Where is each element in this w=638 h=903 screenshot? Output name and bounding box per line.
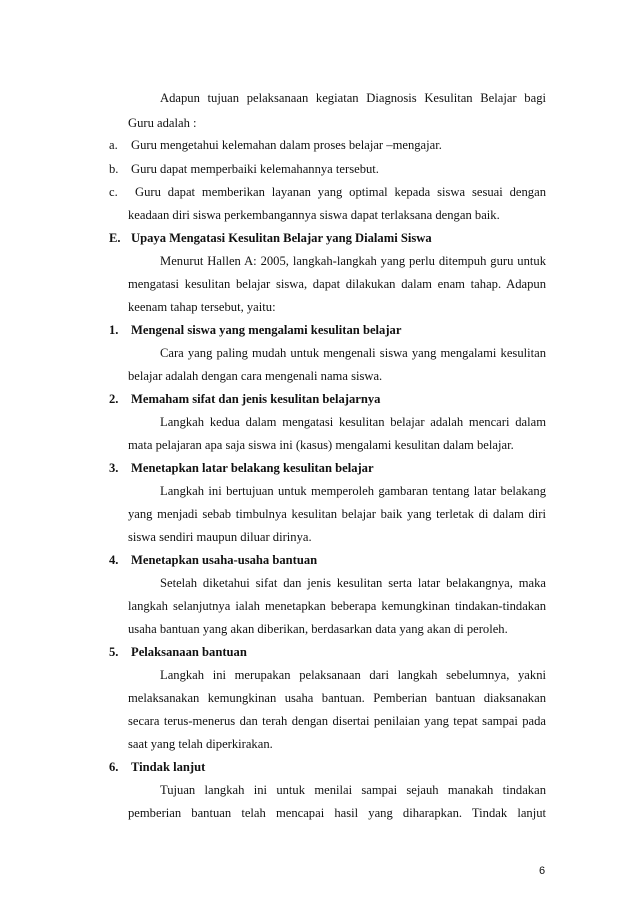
intro-line-2: Guru adalah :	[128, 116, 197, 130]
section-e-line-1: Menurut Hallen A: 2005, langkah-langkah yang perlu ditempuh guru untuk	[160, 254, 546, 268]
step-5-line-3: secara terus-menerus dan terah dengan disertai penilaian yang tepat sampai pada	[128, 714, 546, 728]
step-4-title: Menetapkan usaha-usaha bantuan	[131, 553, 318, 567]
step-4-line-2: langkah selanjutnya ialah menetapkan beberapa kemungkinan tindakan-tindakan	[128, 599, 546, 613]
step-6-marker: 6.	[109, 760, 119, 774]
list-marker-a: a.	[109, 138, 118, 152]
step-4-line-3: usaha bantuan yang akan diberikan, berdasarkan data yang akan di peroleh.	[128, 622, 508, 636]
step-3-title: Menetapkan latar belakang kesulitan belajar	[131, 461, 374, 475]
step-3-line-3: siswa sendiri maupun diluar dirinya.	[128, 530, 312, 544]
step-2-line-1: Langkah kedua dalam mengatasi kesulitan belajar adalah mencari dalam	[160, 415, 546, 429]
step-5-marker: 5.	[109, 645, 119, 659]
section-e-line-3: keenam tahap tersebut, yaitu:	[128, 300, 276, 314]
step-3-marker: 3.	[109, 461, 119, 475]
step-1-marker: 1.	[109, 323, 119, 337]
step-1-title: Mengenal siswa yang mengalami kesulitan belajar	[131, 323, 402, 337]
step-2-marker: 2.	[109, 392, 119, 406]
step-1-line-2: belajar adalah dengan cara mengenali nama siswa.	[128, 369, 383, 383]
list-item-b: Guru dapat memperbaiki kelemahannya tersebut.	[131, 162, 379, 176]
step-3-line-1: Langkah ini bertujuan untuk memperoleh gambaran tentang latar belakang	[160, 484, 546, 498]
section-e-marker: E.	[109, 231, 121, 245]
step-5-line-4: saat yang telah diperkirakan.	[128, 737, 273, 751]
step-2-line-2: mata pelajaran apa saja siswa ini (kasus) mengalami kesulitan dalam belajar.	[128, 438, 514, 452]
step-6-line-2: pemberian bantuan telah mencapai hasil yang diharapkan. Tindak lanjut	[128, 806, 546, 820]
list-marker-c: c.	[109, 185, 118, 199]
list-item-c-line-2: keadaan diri siswa perkembangannya siswa dapat terlaksana dengan baik.	[128, 208, 500, 222]
step-4-line-1: Setelah diketahui sifat dan jenis kesulitan serta latar belakangnya, maka	[160, 576, 546, 590]
intro-line-1: Adapun tujuan pelaksanaan kegiatan Diagnosis Kesulitan Belajar bagi	[160, 91, 546, 105]
step-4-marker: 4.	[109, 553, 119, 567]
step-1-line-1: Cara yang paling mudah untuk mengenali siswa yang mengalami kesulitan	[160, 346, 546, 360]
page-number: 6	[539, 865, 546, 877]
step-2-title: Memaham sifat dan jenis kesulitan belajarnya	[131, 392, 381, 406]
step-6-line-1: Tujuan langkah ini untuk menilai sampai sejauh manakah tindakan	[160, 783, 546, 797]
step-5-line-2: melaksanakan kemungkinan usaha bantuan. Pemberian bantuan diaksanakan	[128, 691, 546, 705]
step-6-title: Tindak lanjut	[131, 760, 206, 774]
step-5-title: Pelaksanaan bantuan	[131, 645, 247, 659]
step-3-line-2: yang menjadi sebab timbulnya kesulitan belajar baik yang terletak di dalam diri	[128, 507, 546, 521]
list-marker-b: b.	[109, 162, 119, 176]
step-5-line-1: Langkah ini merupakan pelaksanaan dari langkah sebelumnya, yakni	[160, 668, 546, 682]
list-item-c-line-1: Guru dapat memberikan layanan yang optimal kepada siswa sesuai dengan	[135, 185, 546, 199]
list-item-a: Guru mengetahui kelemahan dalam proses belajar –mengajar.	[131, 138, 442, 152]
section-e-title: Upaya Mengatasi Kesulitan Belajar yang Dialami Siswa	[131, 231, 432, 245]
section-e-line-2: mengatasi kesulitan belajar siswa, dapat dilakukan dalam enam tahap. Adapun	[128, 277, 546, 291]
